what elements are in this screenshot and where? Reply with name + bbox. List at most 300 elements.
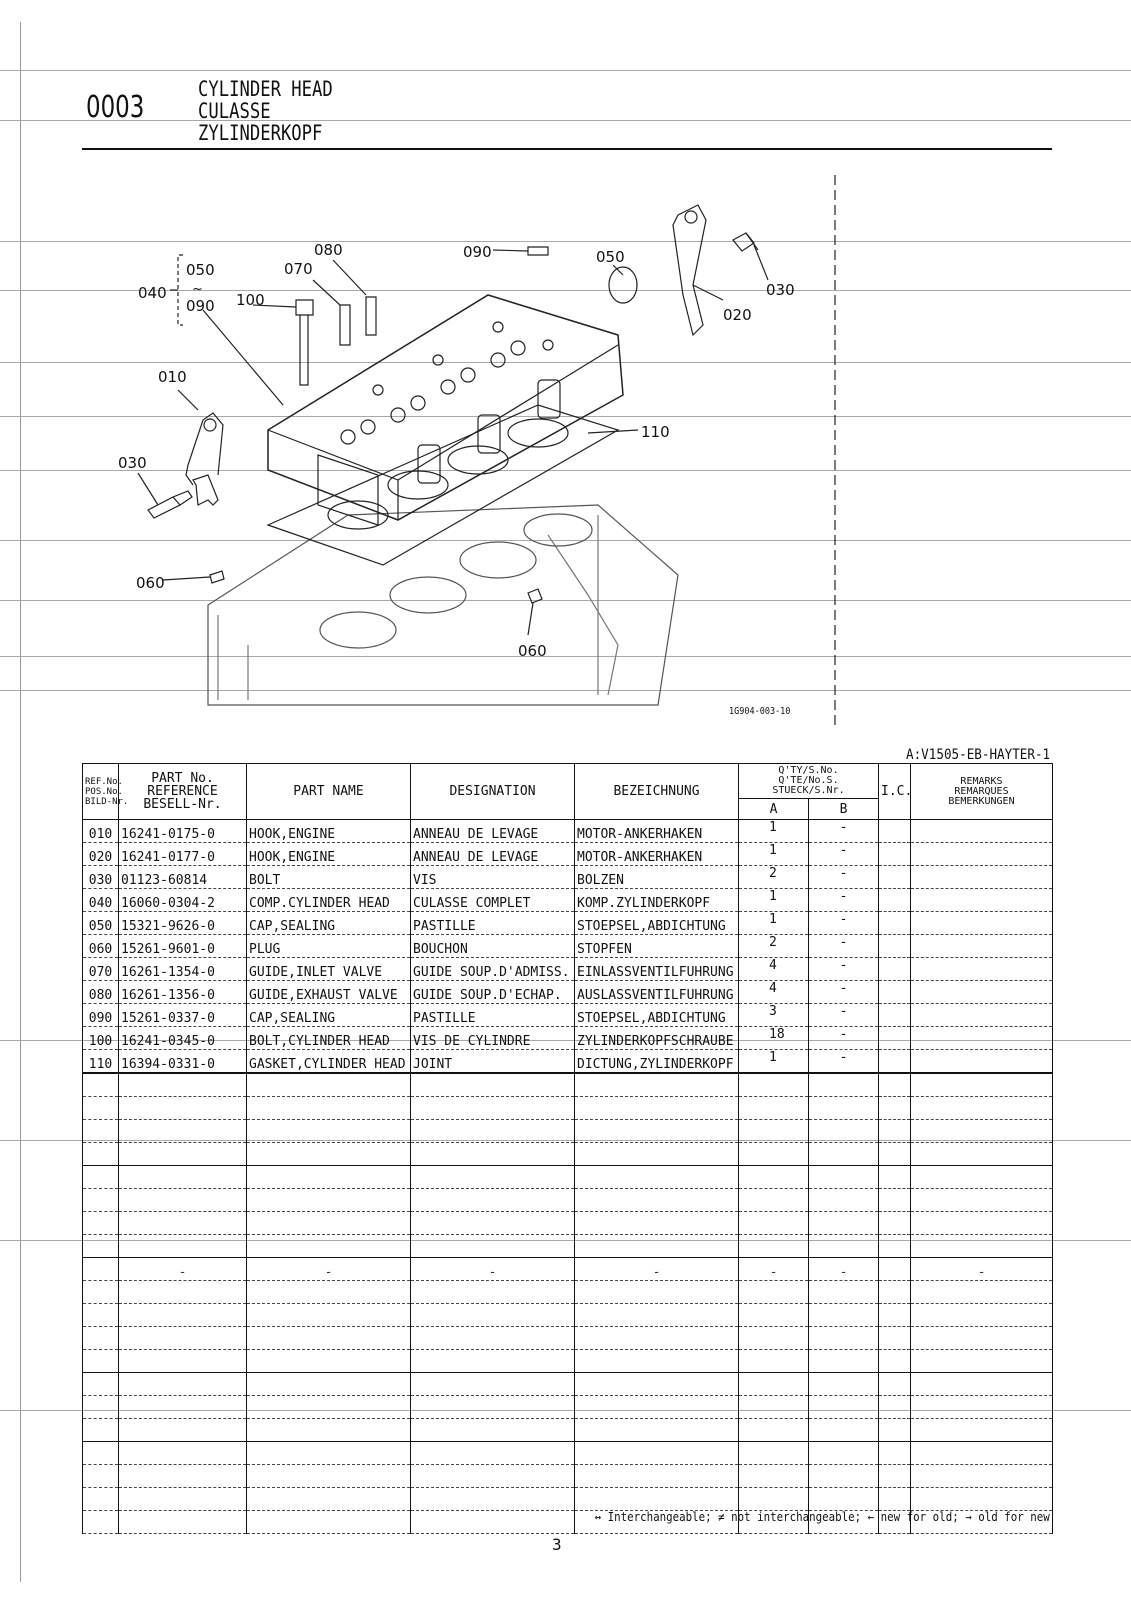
bezeichnung-cell: KOMP.ZYLINDERKOPF	[575, 889, 739, 912]
qty-a-cell: 1	[739, 820, 809, 843]
ic-cell	[879, 1027, 911, 1050]
blank-cell	[911, 1488, 1053, 1511]
qty-b-cell: -	[809, 889, 879, 912]
blank-cell	[879, 1166, 911, 1189]
blank-cell	[879, 1258, 911, 1281]
ref-cell: 030	[83, 866, 119, 889]
table-row	[83, 1050, 1053, 1074]
blank-cell	[809, 1281, 879, 1304]
blank-cell	[83, 1258, 119, 1281]
blank-row	[83, 1304, 1053, 1327]
part-name-cell: BOLT	[247, 866, 411, 889]
blank-cell	[575, 1488, 739, 1511]
blank-cell	[809, 1258, 879, 1281]
ic-cell	[879, 1050, 911, 1074]
blank-cell	[119, 1143, 247, 1166]
blank-cell	[911, 1212, 1053, 1235]
blank-cell	[83, 1120, 119, 1143]
blank-cell	[119, 1235, 247, 1258]
blank-cell	[119, 1120, 247, 1143]
blank-cell	[575, 1281, 739, 1304]
bezeichnung-cell: EINLASSVENTILFUHRUNG	[575, 958, 739, 981]
blank-row	[83, 1281, 1053, 1304]
part-number-cell: 16241-0345-0	[119, 1027, 247, 1050]
callout-060-right: 060	[518, 642, 547, 660]
blank-cell	[411, 1120, 575, 1143]
qty-b-cell: -	[809, 1004, 879, 1027]
blank-cell	[411, 1189, 575, 1212]
blank-dash: -	[769, 1265, 778, 1280]
blank-cell	[411, 1442, 575, 1465]
blank-cell	[83, 1511, 119, 1534]
qty-a-cell: 2	[739, 935, 809, 958]
blank-cell	[83, 1212, 119, 1235]
remarks-cell	[911, 958, 1053, 981]
blank-cell	[911, 1235, 1053, 1258]
blank-cell	[411, 1166, 575, 1189]
blank-cell	[411, 1511, 575, 1534]
blank-cell	[739, 1327, 809, 1350]
ruled-line	[0, 120, 1131, 121]
blank-cell	[911, 1419, 1053, 1442]
part-name-cell: HOOK,ENGINE	[247, 843, 411, 866]
blank-cell	[575, 1235, 739, 1258]
blank-cell	[83, 1373, 119, 1396]
blank-cell	[119, 1166, 247, 1189]
blank-cell	[739, 1396, 809, 1419]
part-name-cell: COMP.CYLINDER HEAD	[247, 889, 411, 912]
part-number-cell: 15261-0337-0	[119, 1004, 247, 1027]
blank-row	[83, 1350, 1053, 1373]
blank-cell	[739, 1488, 809, 1511]
blank-cell	[879, 1189, 911, 1212]
blank-cell	[739, 1373, 809, 1396]
blank-cell	[83, 1189, 119, 1212]
remarks-cell	[911, 866, 1053, 889]
blank-cell	[411, 1212, 575, 1235]
blank-cell	[119, 1465, 247, 1488]
ref-cell: 100	[83, 1027, 119, 1050]
blank-cell	[809, 1465, 879, 1488]
blank-dash: -	[839, 1265, 848, 1280]
qty-a-cell: 3	[739, 1004, 809, 1027]
blank-cell	[809, 1304, 879, 1327]
header-ic: I.C.	[879, 764, 911, 820]
blank-cell	[575, 1373, 739, 1396]
designation-cell: CULASSE COMPLET	[411, 889, 575, 912]
parts-table	[82, 763, 1053, 1534]
blank-cell	[575, 1258, 739, 1281]
blank-cell	[411, 1488, 575, 1511]
blank-cell	[83, 1442, 119, 1465]
ref-cell: 070	[83, 958, 119, 981]
blank-cell	[119, 1304, 247, 1327]
blank-cell	[809, 1419, 879, 1442]
blank-cell	[879, 1327, 911, 1350]
blank-cell	[247, 1097, 411, 1120]
blank-cell	[575, 1327, 739, 1350]
blank-cell	[879, 1465, 911, 1488]
blank-cell	[911, 1281, 1053, 1304]
table-row	[83, 866, 1053, 889]
remarks-cell	[911, 935, 1053, 958]
blank-cell	[247, 1120, 411, 1143]
ref-cell: 040	[83, 889, 119, 912]
callout-100: 100	[236, 291, 265, 309]
blank-cell	[809, 1073, 879, 1097]
qty-a-cell: 2	[739, 866, 809, 889]
qty-b-cell: -	[809, 912, 879, 935]
blank-row	[83, 1258, 1053, 1281]
blank-dash: -	[324, 1265, 333, 1280]
table-row	[83, 1004, 1053, 1027]
blank-cell	[247, 1166, 411, 1189]
remarks-cell	[911, 1050, 1053, 1074]
blank-cell	[411, 1073, 575, 1097]
blank-cell	[119, 1373, 247, 1396]
blank-row	[83, 1373, 1053, 1396]
callout-050-top: 050	[596, 248, 625, 266]
blank-cell	[247, 1488, 411, 1511]
callout-050: 050	[186, 261, 215, 279]
callout-070: 070	[284, 260, 313, 278]
part-name-cell: GUIDE,EXHAUST VALVE	[247, 981, 411, 1004]
blank-cell	[411, 1281, 575, 1304]
ic-cell	[879, 866, 911, 889]
bezeichnung-cell: ZYLINDERKOPFSCHRAUBE	[575, 1027, 739, 1050]
blank-cell	[83, 1465, 119, 1488]
title-rule	[82, 148, 1052, 150]
blank-cell	[739, 1350, 809, 1373]
remarks-cell	[911, 1004, 1053, 1027]
blank-cell	[247, 1442, 411, 1465]
blank-cell	[911, 1442, 1053, 1465]
exploded-diagram	[118, 175, 858, 745]
part-name-cell: GASKET,CYLINDER HEAD	[247, 1050, 411, 1074]
designation-cell: GUIDE SOUP.D'ECHAP.	[411, 981, 575, 1004]
blank-cell	[119, 1281, 247, 1304]
blank-cell	[739, 1189, 809, 1212]
bezeichnung-cell: STOEPSEL,ABDICHTUNG	[575, 912, 739, 935]
blank-cell	[739, 1097, 809, 1120]
ref-cell: 080	[83, 981, 119, 1004]
header-qty-b: B	[809, 799, 879, 820]
blank-cell	[911, 1189, 1053, 1212]
title-en: CYLINDER HEAD	[198, 77, 333, 101]
blank-cell	[879, 1419, 911, 1442]
section-number: 0003	[86, 90, 145, 125]
table-row	[83, 935, 1053, 958]
blank-cell	[879, 1120, 911, 1143]
ic-cell	[879, 981, 911, 1004]
blank-cell	[411, 1143, 575, 1166]
ic-cell	[879, 958, 911, 981]
title-de: ZYLINDERKOPF	[198, 121, 323, 145]
table-row	[83, 1027, 1053, 1050]
blank-cell	[247, 1143, 411, 1166]
designation-cell: VIS DE CYLINDRE	[411, 1027, 575, 1050]
blank-cell	[739, 1281, 809, 1304]
ref-cell: 060	[83, 935, 119, 958]
blank-cell	[83, 1235, 119, 1258]
qty-b-cell: -	[809, 866, 879, 889]
qty-b-cell: -	[809, 935, 879, 958]
part-name-cell: CAP,SEALING	[247, 1004, 411, 1027]
ref-cell: 110	[83, 1050, 119, 1074]
blank-cell	[911, 1073, 1053, 1097]
blank-cell	[911, 1143, 1053, 1166]
header-designation: DESIGNATION	[411, 764, 575, 820]
designation-cell: BOUCHON	[411, 935, 575, 958]
part-number-cell: 16060-0304-2	[119, 889, 247, 912]
header-remarks: REMARKS REMARQUES BEMERKUNGEN	[911, 764, 1053, 820]
blank-cell	[879, 1097, 911, 1120]
blank-cell	[739, 1073, 809, 1097]
table-row	[83, 958, 1053, 981]
blank-cell	[119, 1327, 247, 1350]
part-number-cell: 01123-60814	[119, 866, 247, 889]
blank-cell	[879, 1373, 911, 1396]
blank-cell	[739, 1419, 809, 1442]
blank-cell	[119, 1212, 247, 1235]
blank-cell	[809, 1235, 879, 1258]
blank-cell	[879, 1442, 911, 1465]
qty-b-cell: -	[809, 1050, 879, 1074]
ruled-line	[0, 70, 1131, 71]
qty-a-cell: 1	[739, 843, 809, 866]
bezeichnung-cell: MOTOR-ANKERHAKEN	[575, 820, 739, 843]
blank-cell	[119, 1442, 247, 1465]
blank-cell	[809, 1442, 879, 1465]
blank-cell	[739, 1166, 809, 1189]
part-number-cell: 16394-0331-0	[119, 1050, 247, 1074]
blank-row	[83, 1396, 1053, 1419]
blank-cell	[575, 1419, 739, 1442]
table-row	[83, 981, 1053, 1004]
designation-cell: ANNEAU DE LEVAGE	[411, 820, 575, 843]
blank-cell	[809, 1189, 879, 1212]
blank-row	[83, 1212, 1053, 1235]
blank-row	[83, 1166, 1053, 1189]
blank-cell	[575, 1396, 739, 1419]
blank-cell	[879, 1304, 911, 1327]
blank-cell	[575, 1212, 739, 1235]
blank-cell	[809, 1097, 879, 1120]
callout-110: 110	[641, 423, 670, 441]
blank-cell	[575, 1304, 739, 1327]
blank-cell	[809, 1350, 879, 1373]
qty-a-cell: 18	[739, 1027, 809, 1050]
blank-cell	[247, 1281, 411, 1304]
callout-040: 040	[138, 284, 167, 302]
remarks-cell	[911, 820, 1053, 843]
blank-cell	[575, 1097, 739, 1120]
blank-cell	[809, 1166, 879, 1189]
qty-b-cell: -	[809, 1027, 879, 1050]
callout-080: 080	[314, 241, 343, 259]
blank-cell	[879, 1212, 911, 1235]
blank-cell	[411, 1350, 575, 1373]
qty-a-cell: 1	[739, 912, 809, 935]
blank-cell	[809, 1396, 879, 1419]
margin-line	[20, 22, 21, 1582]
figure-code: 1G904-003-10	[729, 706, 791, 717]
callout-tilde: ~	[192, 282, 203, 297]
blank-cell	[879, 1143, 911, 1166]
callout-020: 020	[723, 306, 752, 324]
blank-cell	[809, 1212, 879, 1235]
blank-cell	[83, 1419, 119, 1442]
callout-060-left: 060	[136, 574, 165, 592]
blank-cell	[411, 1258, 575, 1281]
blank-row	[83, 1465, 1053, 1488]
blank-cell	[911, 1304, 1053, 1327]
qty-a-cell: 1	[739, 889, 809, 912]
part-number-cell: 16261-1356-0	[119, 981, 247, 1004]
blank-cell	[119, 1350, 247, 1373]
part-name-cell: GUIDE,INLET VALVE	[247, 958, 411, 981]
blank-cell	[575, 1465, 739, 1488]
blank-cell	[911, 1166, 1053, 1189]
blank-cell	[83, 1350, 119, 1373]
blank-dash: -	[178, 1265, 187, 1280]
blank-cell	[83, 1304, 119, 1327]
blank-cell	[879, 1235, 911, 1258]
blank-cell	[739, 1258, 809, 1281]
blank-cell	[575, 1189, 739, 1212]
model-code: A:V1505-EB-HAYTER-1	[905, 747, 1050, 763]
blank-cell	[83, 1097, 119, 1120]
blank-cell	[809, 1488, 879, 1511]
ref-cell: 020	[83, 843, 119, 866]
designation-cell: GUIDE SOUP.D'ADMISS.	[411, 958, 575, 981]
callout-010: 010	[158, 368, 187, 386]
designation-cell: PASTILLE	[411, 912, 575, 935]
header-part-no: PART No. REFERENCE BESELL-Nr.	[119, 764, 247, 820]
blank-cell	[575, 1350, 739, 1373]
header-part-name: PART NAME	[247, 764, 411, 820]
blank-dash: -	[977, 1265, 986, 1280]
blank-row	[83, 1120, 1053, 1143]
blank-cell	[739, 1143, 809, 1166]
blank-cell	[809, 1143, 879, 1166]
blank-cell	[739, 1304, 809, 1327]
bezeichnung-cell: STOPFEN	[575, 935, 739, 958]
blank-cell	[247, 1304, 411, 1327]
blank-cell	[119, 1396, 247, 1419]
part-name-cell: BOLT,CYLINDER HEAD	[247, 1027, 411, 1050]
interchangeability-legend: ↔ Interchangeable; ≠ not interchangeable; ← new for old; → old for new	[594, 1510, 1050, 1524]
blank-cell	[247, 1235, 411, 1258]
ref-cell: 050	[83, 912, 119, 935]
ref-cell: 010	[83, 820, 119, 843]
blank-row	[83, 1442, 1053, 1465]
part-name-cell: HOOK,ENGINE	[247, 820, 411, 843]
header-ref: REF.No. POS.No. BILD-Nr.	[83, 764, 119, 820]
blank-cell	[575, 1073, 739, 1097]
ic-cell	[879, 889, 911, 912]
blank-cell	[247, 1465, 411, 1488]
blank-cell	[809, 1120, 879, 1143]
blank-cell	[911, 1465, 1053, 1488]
blank-cell	[879, 1488, 911, 1511]
ic-cell	[879, 912, 911, 935]
designation-cell: JOINT	[411, 1050, 575, 1074]
qty-b-cell: -	[809, 958, 879, 981]
part-number-cell: 16241-0177-0	[119, 843, 247, 866]
blank-cell	[119, 1488, 247, 1511]
blank-row	[83, 1097, 1053, 1120]
qty-b-cell: -	[809, 843, 879, 866]
designation-cell: PASTILLE	[411, 1004, 575, 1027]
blank-cell	[119, 1073, 247, 1097]
blank-cell	[83, 1396, 119, 1419]
blank-cell	[411, 1235, 575, 1258]
blank-cell	[911, 1258, 1053, 1281]
parts-table-body	[83, 820, 1053, 1534]
blank-row	[83, 1419, 1053, 1442]
blank-cell	[739, 1212, 809, 1235]
blank-cell	[247, 1511, 411, 1534]
blank-cell	[247, 1373, 411, 1396]
table-row	[83, 912, 1053, 935]
blank-row	[83, 1143, 1053, 1166]
blank-cell	[739, 1120, 809, 1143]
title-fr: CULASSE	[198, 99, 271, 123]
blank-cell	[809, 1373, 879, 1396]
blank-cell	[575, 1442, 739, 1465]
blank-row	[83, 1235, 1053, 1258]
ic-cell	[879, 820, 911, 843]
blank-row	[83, 1327, 1053, 1350]
blank-cell	[247, 1212, 411, 1235]
blank-cell	[911, 1350, 1053, 1373]
header-qty: Q'TY/S.No. Q'TE/No.S. STUECK/S.Nr.	[739, 764, 879, 799]
blank-dash: -	[488, 1265, 497, 1280]
blank-cell	[247, 1419, 411, 1442]
blank-row	[83, 1488, 1053, 1511]
blank-cell	[411, 1373, 575, 1396]
blank-cell	[411, 1419, 575, 1442]
ic-cell	[879, 1004, 911, 1027]
blank-cell	[83, 1143, 119, 1166]
callout-090: 090	[186, 297, 215, 315]
blank-cell	[247, 1396, 411, 1419]
ic-cell	[879, 935, 911, 958]
table-row	[83, 843, 1053, 866]
ref-cell: 090	[83, 1004, 119, 1027]
blank-cell	[119, 1258, 247, 1281]
blank-dash: -	[652, 1265, 661, 1280]
blank-cell	[247, 1189, 411, 1212]
blank-cell	[575, 1120, 739, 1143]
blank-cell	[879, 1350, 911, 1373]
blank-cell	[739, 1442, 809, 1465]
remarks-cell	[911, 889, 1053, 912]
designation-cell: ANNEAU DE LEVAGE	[411, 843, 575, 866]
section-titles	[198, 78, 333, 144]
part-name-cell: CAP,SEALING	[247, 912, 411, 935]
part-number-cell: 15261-9601-0	[119, 935, 247, 958]
blank-cell	[739, 1465, 809, 1488]
callout-090-top: 090	[463, 243, 492, 261]
header-qty-a: A	[739, 799, 809, 820]
table-row	[83, 820, 1053, 843]
page-number: 3	[552, 1535, 562, 1554]
remarks-cell	[911, 981, 1053, 1004]
blank-row	[83, 1073, 1053, 1097]
part-number-cell: 15321-9626-0	[119, 912, 247, 935]
